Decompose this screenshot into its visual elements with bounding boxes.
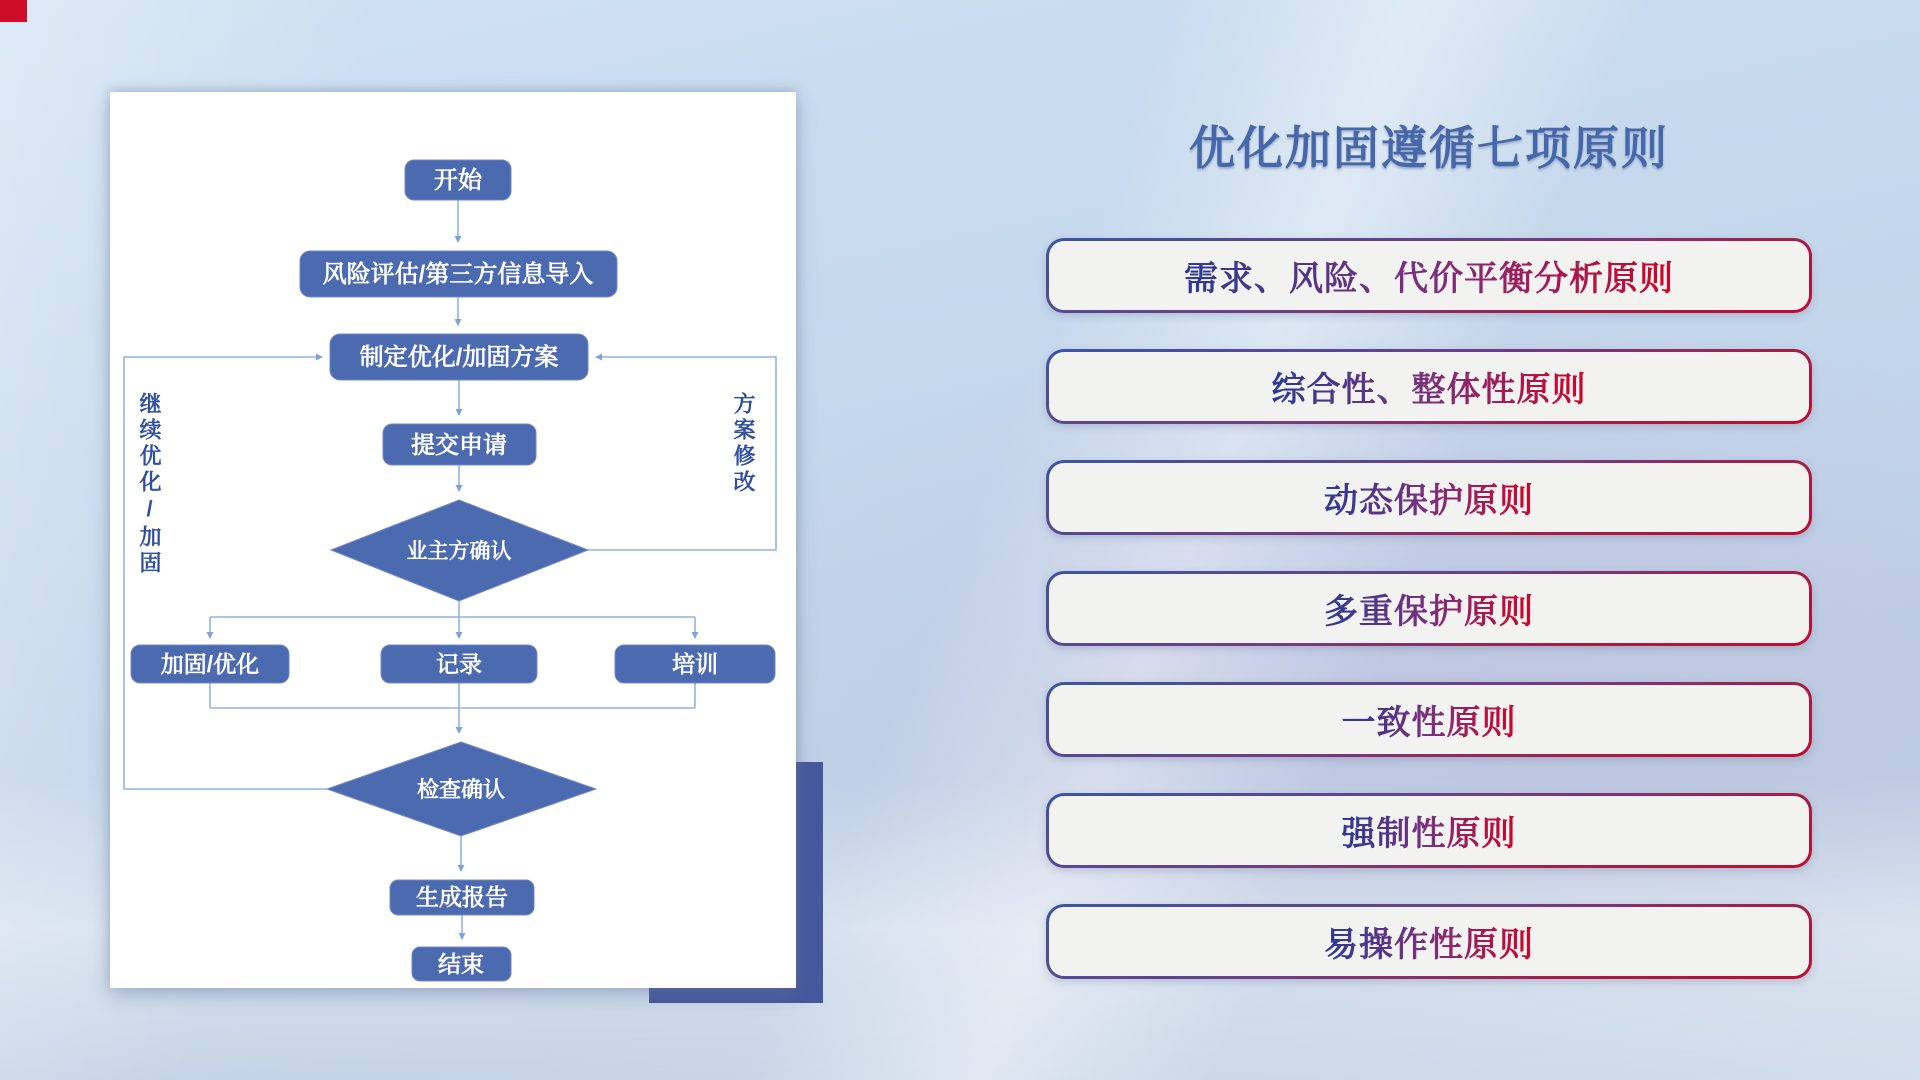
node-risk-label: 风险评估/第三方信息导入 — [322, 261, 594, 288]
principle-item-inner — [1049, 574, 1809, 643]
loop-label-plan-revise: 方案修改 — [731, 392, 756, 496]
connector-branch — [210, 601, 695, 637]
flowchart-diagram — [110, 92, 796, 988]
node-train-label: 培训 — [672, 651, 718, 677]
flowchart-card — [110, 92, 796, 988]
principle-text: 强制性原则 — [1342, 806, 1517, 855]
principles-list — [1046, 238, 1812, 979]
principle-item-inner — [1049, 463, 1809, 532]
principle-text: 一致性原则 — [1342, 695, 1517, 744]
page-title: 优化加固遵循七项原则 — [1189, 122, 1669, 174]
node-report-label: 生成报告 — [416, 884, 508, 910]
principle-item — [1046, 349, 1812, 424]
node-harden-label: 加固/优化 — [160, 651, 260, 677]
principle-item — [1046, 793, 1812, 868]
node-owner-label: 业主方确认 — [406, 540, 512, 563]
principle-item-inner — [1049, 907, 1809, 976]
node-check-label: 检查确认 — [416, 777, 506, 802]
corner-accent-mark — [0, 0, 27, 22]
principle-text: 动态保护原则 — [1324, 473, 1534, 522]
principle-item — [1046, 682, 1812, 757]
principle-item — [1046, 904, 1812, 979]
principle-text: 需求、风险、代价平衡分析原则 — [1184, 251, 1674, 300]
node-plan-label: 制定优化/加固方案 — [359, 344, 559, 371]
principle-item-inner — [1049, 796, 1809, 865]
connector-merge — [210, 683, 695, 708]
principle-item-inner — [1049, 685, 1809, 754]
node-end-label: 结束 — [438, 951, 484, 977]
principle-item-inner — [1049, 352, 1809, 421]
node-record-label: 记录 — [436, 651, 482, 677]
principle-text: 易操作性原则 — [1324, 917, 1534, 966]
principle-text: 多重保护原则 — [1324, 584, 1534, 633]
principle-item — [1046, 571, 1812, 646]
principle-item-inner — [1049, 241, 1809, 310]
principle-item — [1046, 460, 1812, 535]
node-start-label: 开始 — [434, 167, 482, 194]
loop-label-continue-optimize: 继续优化/加固 — [137, 392, 162, 577]
principle-item — [1046, 238, 1812, 313]
node-submit-label: 提交申请 — [411, 432, 507, 459]
principle-text: 综合性、整体性原则 — [1272, 362, 1587, 411]
